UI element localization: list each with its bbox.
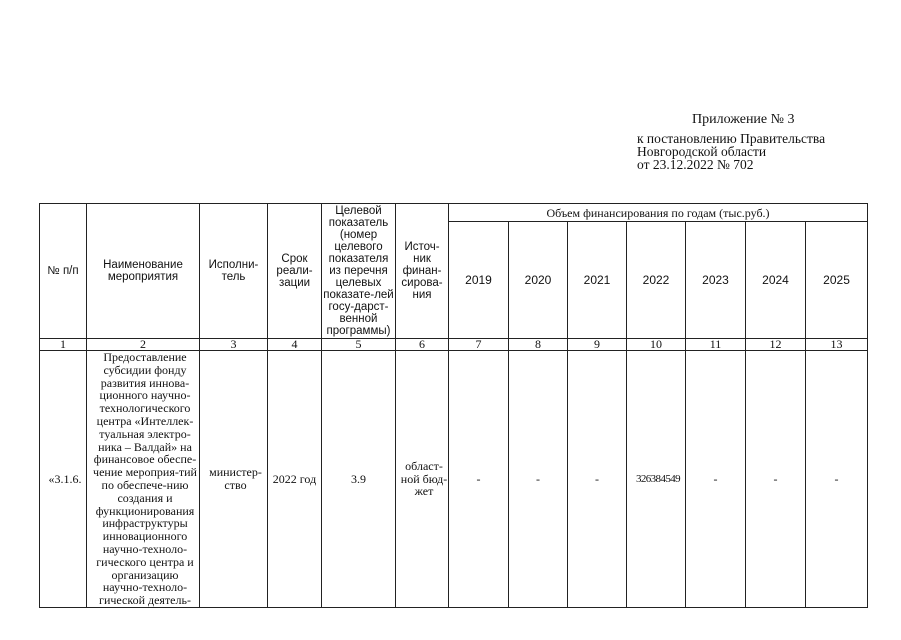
row-value: - <box>568 351 627 608</box>
header-source: Источ-ник финан-сирова-ния <box>396 204 449 339</box>
header-year: 2019 <box>449 222 509 339</box>
row-value: - <box>686 351 746 608</box>
appendix-line-date: от 23.12.2022 № 702 <box>637 157 754 172</box>
table-header-row-1 <box>40 204 868 222</box>
header-funding-group: Объем финансирования по годам (тыс.руб.) <box>449 204 868 222</box>
row-source: област-ной бюд-жет <box>396 351 449 608</box>
column-number: 1 <box>40 339 87 351</box>
row-value: - <box>746 351 806 608</box>
header-year: 2025 <box>806 222 868 339</box>
column-number: 9 <box>568 339 627 351</box>
column-number: 7 <box>449 339 509 351</box>
column-number: 8 <box>509 339 568 351</box>
row-value: - <box>449 351 509 608</box>
row-executor: министер-ство <box>200 351 268 608</box>
row-target: 3.9 <box>322 351 396 608</box>
header-name: Наименование мероприятия <box>87 204 200 339</box>
column-number: 10 <box>627 339 686 351</box>
header-year: 2023 <box>686 222 746 339</box>
header-executor: Исполни-тель <box>200 204 268 339</box>
column-number: 4 <box>268 339 322 351</box>
column-number: 11 <box>686 339 746 351</box>
row-value: - <box>806 351 868 608</box>
header-period: Срок реали-зации <box>268 204 322 339</box>
header-year: 2024 <box>746 222 806 339</box>
header-year: 2022 <box>627 222 686 339</box>
column-number-row <box>40 339 868 351</box>
table-row <box>40 351 868 608</box>
header-target: Целевой показатель (номер целевого показателя из перечня целевых показате-лей госу-дарст-венной программы) <box>323 205 394 337</box>
column-number: 12 <box>746 339 806 351</box>
header-no: № п/п <box>40 204 87 339</box>
column-number: 3 <box>200 339 268 351</box>
header-year: 2021 <box>568 222 627 339</box>
appendix-line-region: Новгородской области <box>637 144 767 159</box>
column-number: 6 <box>396 339 449 351</box>
row-value: 326384549 <box>627 351 686 608</box>
column-number: 2 <box>87 339 200 351</box>
header-year: 2020 <box>509 222 568 339</box>
row-period: 2022 год <box>268 351 322 608</box>
row-number: «3.1.6. <box>40 351 87 608</box>
column-number: 13 <box>806 339 868 351</box>
funding-table <box>39 203 868 608</box>
column-number: 5 <box>322 339 396 351</box>
appendix-title: Приложение № 3 <box>692 112 795 127</box>
row-value: - <box>509 351 568 608</box>
row-name: Предоставление субсидии фонду развития иннова-ционного научно-технологического центра «Интеллек-туальная электро-ника – Валдай» на финансовое обеспе-чение мероприя-тий по обеспече-нию создания и функционирования инфраструктуры инновационного научно-техноло-гического центра и организацию научно-техноло-гической деятель- <box>87 351 200 608</box>
appendix-line-decree: к постановлению Правительства <box>637 131 826 146</box>
